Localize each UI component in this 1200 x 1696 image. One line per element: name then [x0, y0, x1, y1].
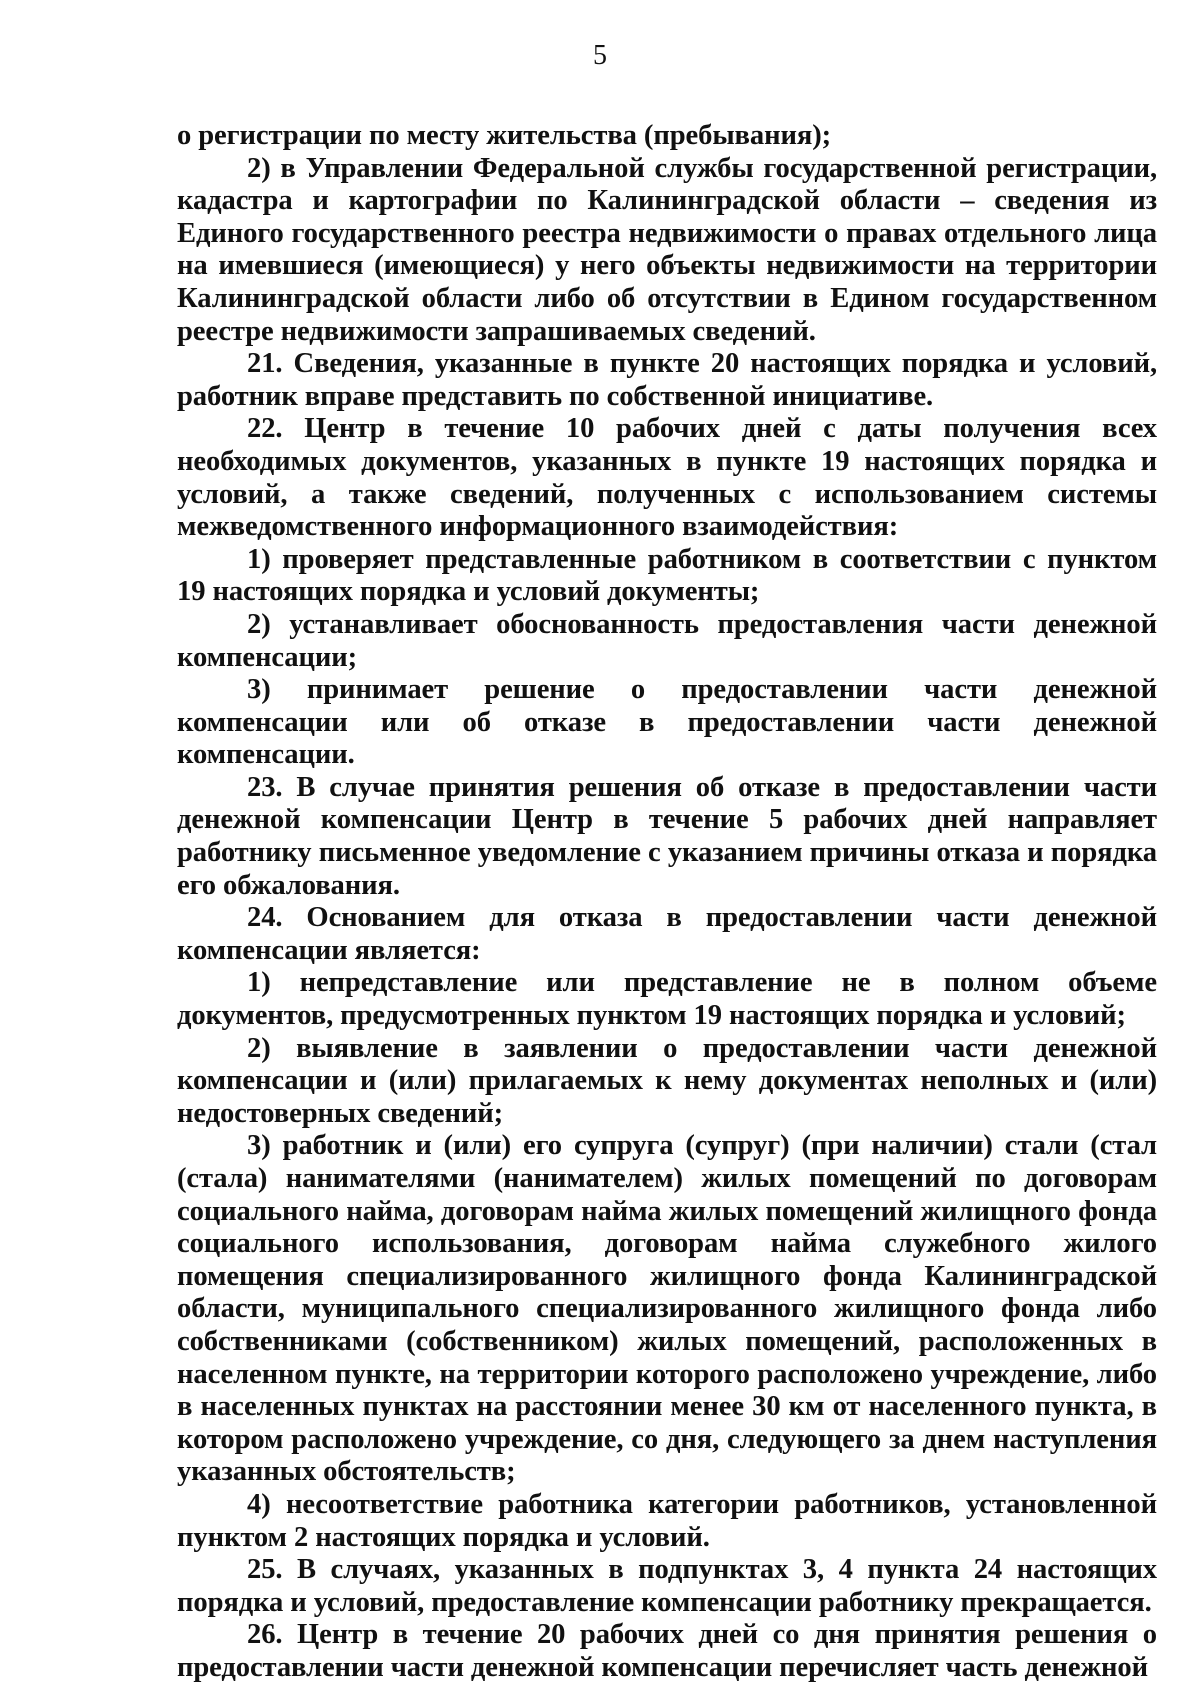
paragraph: 21. Сведения, указанные в пункте 20 настоящих порядка и условий, работник вправе представить по собственной инициативе.	[177, 348, 1157, 412]
paragraph: 1) проверяет представленные работником в соответствии с пунктом 19 настоящих порядка и условий документы;	[177, 543, 1157, 608]
paragraph: 23. В случае принятия решения об отказе в предоставлении части денежной компенсации Центр в течение 5 рабочих дней направляет работнику письменное уведомление с указанием причины отказа и порядка его обжалования.	[177, 771, 1157, 901]
paragraph: 4) несоответствие работника категории работников, установленной пунктом 2 настоящих порядка и условий.	[177, 1488, 1157, 1553]
paragraph: 1) непредставление или представление не в полном объеме документов, предусмотренных пунктом 19 настоящих порядка и условий;	[177, 967, 1157, 1032]
paragraph: 2) устанавливает обоснованность предоставления части денежной компенсации;	[177, 608, 1157, 673]
paragraph: 2) в Управлении Федеральной службы государственной регистрации, кадастра и картографии по Калининградской области – сведения из Единого государственного реестра недвижимости о правах отдельного лица на имевшиеся (имеющиеся) у него объекты недвижимости на территории Калининградской области либо об отсутствии в Едином государственном реестре недвижимости запрашиваемых сведений.	[177, 152, 1157, 347]
paragraph: о регистрации по месту жительства (пребывания);	[177, 120, 832, 151]
paragraph: 3) работник и (или) его супруга (супруг) (при наличии) стали (стал (стала) нанимателями (нанимателем) жилых помещений по договорам социального найма, договорам найма жилых помещений жилищного фонда социального использования, договорам найма служебного жилого помещения специализированного жилищного фонда Калининградской области, муниципального специализированного жилищного фонда либо собственниками (собственником) жилых помещений, расположенных в населенном пункте, на территории которого расположено учреждение, либо в населенных пунктах на расстоянии менее 30 км от населенного пункта, в котором расположено учреждение, со дня, следующего за днем наступления указанных обстоятельств;	[177, 1130, 1157, 1488]
paragraph: 3) принимает решение о предоставлении части денежной компенсации или об отказе в предоставлении части денежной компенсации.	[177, 674, 1157, 771]
paragraph: 24. Основанием для отказа в предоставлении части денежной компенсации является:	[177, 902, 1157, 966]
page-number: 5	[593, 40, 607, 71]
paragraph: 22. Центр в течение 10 рабочих дней с даты получения всех необходимых документов, указанных в пункте 19 настоящих порядка и условий, а также сведений, полученных с использованием системы межведомственного информационного взаимодействия:	[177, 413, 1157, 543]
paragraph: 25. В случаях, указанных в подпунктах 3, 4 пункта 24 настоящих порядка и условий, предоставление компенсации работнику прекращается.	[177, 1554, 1157, 1618]
document-body	[177, 120, 1157, 1685]
paragraph: 2) выявление в заявлении о предоставлении части денежной компенсации и (или) прилагаемых к нему документах неполных и (или) недостоверных сведений;	[177, 1032, 1157, 1129]
paragraph: 26. Центр в течение 20 рабочих дней со дня принятия решения о предоставлении части денежной компенсации перечисляет часть денежной	[177, 1619, 1157, 1683]
